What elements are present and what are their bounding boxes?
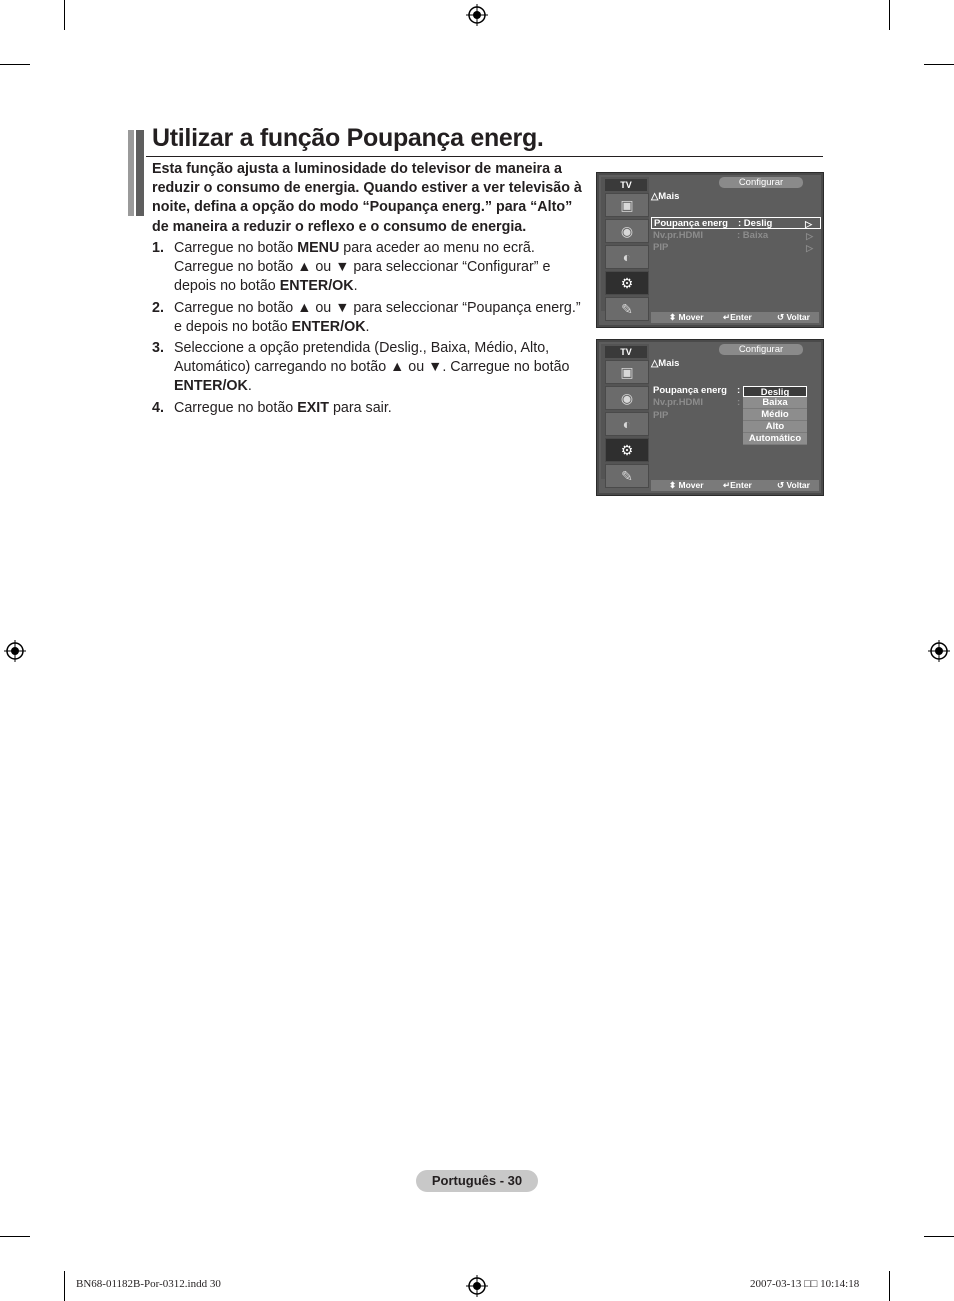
move-hint: ⬍ Mover xyxy=(669,480,704,490)
crop-mark xyxy=(64,1271,65,1301)
step-item: 1. Carregue no botão MENU para aceder ao menu no ecrã. Carregue no botão ▲ ou ▼ para seleccionar “Configurar” e depois no botão ENTER/OK. xyxy=(152,240,551,295)
arrow-right-icon: ▷ xyxy=(805,219,812,229)
menu-row-pip[interactable]: PIP ▷ xyxy=(653,242,813,253)
menu-row-hdmi-black-level[interactable]: Nv.pr.HDMI : Baixa ▷ xyxy=(653,230,813,241)
crop-mark xyxy=(64,0,65,30)
arrow-right-icon: ▷ xyxy=(806,243,813,253)
move-hint: ⬍ Mover xyxy=(669,312,704,322)
crop-mark xyxy=(889,0,890,30)
input-icon[interactable]: ✎ xyxy=(605,464,649,488)
menu-row-energy-saving[interactable]: Poupança energ : Deslig ▷ xyxy=(651,217,821,229)
menu-key: MENU xyxy=(297,240,340,256)
picture-icon[interactable]: ▣ xyxy=(605,193,649,217)
menu-footer xyxy=(651,312,819,323)
back-hint: ↺ Voltar xyxy=(777,312,810,322)
step-item: 3. Seleccione a opção pretendida (Deslig., Baixa, Médio, Alto, Automático) carregando no botão ▲ ou ▼. Carregue no botão ENTER/OK. xyxy=(152,340,570,395)
channel-icon[interactable]: ◐ xyxy=(605,412,649,436)
sound-icon[interactable]: ◉ xyxy=(605,386,649,410)
updown-icon: ⬍ xyxy=(669,480,679,490)
crop-mark xyxy=(0,64,30,65)
step-number: 2. xyxy=(152,299,164,316)
return-icon: ↺ xyxy=(777,312,787,322)
enter-icon: ↵ xyxy=(723,312,731,322)
setup-icon[interactable]: ⚙ xyxy=(605,438,649,462)
tv-label: TV xyxy=(605,179,647,191)
intro-paragraph: Esta função ajusta a luminosidade do televisor de maneira a reduzir o consumo de energia. Quando estiver a ver televisão à noite, defina a opção do modo “Poupança energ.” para “Alto” de maneira a reduzir o reflexo e o consumo de energia. xyxy=(152,161,582,235)
crop-mark xyxy=(924,64,954,65)
crop-mark xyxy=(924,1236,954,1237)
dropdown-option-off[interactable]: Deslig xyxy=(743,386,807,397)
menu-sidebar xyxy=(601,177,649,317)
step-number: 1. xyxy=(152,240,164,256)
dropdown-option-medium[interactable]: Médio xyxy=(743,409,807,421)
menu-row-pip[interactable]: PIP xyxy=(653,410,669,421)
page-title: Utilizar a função Poupança energ. xyxy=(152,124,544,152)
enter-key: ENTER/OK xyxy=(291,318,366,335)
channel-icon[interactable]: ◐ xyxy=(605,245,649,269)
menu-header: Configurar xyxy=(719,177,803,188)
menu-row-hdmi-black-level[interactable]: Nv.pr.HDMI : xyxy=(653,397,741,408)
screen-frame xyxy=(599,175,821,325)
step-number: 4. xyxy=(152,399,164,416)
step-item: 4. Carregue no botão EXIT para sair. xyxy=(152,399,584,418)
back-hint: ↺ Voltar xyxy=(777,480,810,490)
input-icon[interactable]: ✎ xyxy=(605,297,649,321)
picture-icon[interactable]: ▣ xyxy=(605,360,649,384)
menu-header: Configurar xyxy=(719,344,803,355)
step-number: 3. xyxy=(152,340,164,357)
enter-key: ENTER/OK xyxy=(174,378,248,395)
more-up-item[interactable]: △Mais xyxy=(651,358,680,369)
more-up-item[interactable]: △Mais xyxy=(651,191,680,202)
enter-key: ENTER/OK xyxy=(279,278,354,295)
enter-hint: ↵Enter xyxy=(723,480,752,490)
title-underline xyxy=(146,156,823,157)
menu-sidebar xyxy=(601,344,649,484)
enter-hint: ↵Enter xyxy=(723,312,752,322)
title-accent-bar xyxy=(128,130,134,216)
energy-saving-dropdown[interactable] xyxy=(743,386,807,445)
step-item: 2. Carregue no botão ▲ ou ▼ para seleccionar “Poupança energ.” e depois no botão ENTER/OK. xyxy=(152,299,581,335)
menu-row-energy-saving[interactable]: Poupança energ : xyxy=(653,385,741,396)
tv-menu-screen-2 xyxy=(596,339,824,496)
updown-icon: ⬍ xyxy=(669,312,679,322)
steps-list xyxy=(152,239,584,420)
screen-frame xyxy=(599,342,821,493)
exit-key: EXIT xyxy=(297,399,329,416)
tv-label: TV xyxy=(605,346,647,358)
tv-menu-screen-1 xyxy=(596,172,824,328)
crop-mark xyxy=(0,1236,30,1237)
date-slug: 2007-03-13 □□ 10:14:18 xyxy=(750,1278,860,1290)
sound-icon[interactable]: ◉ xyxy=(605,219,649,243)
title-accent-bar xyxy=(136,130,144,216)
menu-footer xyxy=(651,480,819,491)
dropdown-option-low[interactable]: Baixa xyxy=(743,397,807,409)
page-number-badge: Português - 30 xyxy=(416,1170,538,1192)
setup-icon[interactable]: ⚙ xyxy=(605,271,649,295)
registration-mark-icon xyxy=(466,4,488,26)
file-slug: BN68-01182B-Por-0312.indd 30 xyxy=(76,1278,221,1290)
return-icon: ↺ xyxy=(777,480,787,490)
registration-mark-icon xyxy=(928,640,950,662)
crop-mark xyxy=(889,1271,890,1301)
registration-mark-icon xyxy=(466,1275,488,1297)
arrow-right-icon: ▷ xyxy=(806,231,813,241)
registration-mark-icon xyxy=(4,640,26,662)
dropdown-option-auto[interactable]: Automático xyxy=(743,433,807,445)
enter-icon: ↵ xyxy=(723,480,731,490)
dropdown-option-high[interactable]: Alto xyxy=(743,421,807,433)
